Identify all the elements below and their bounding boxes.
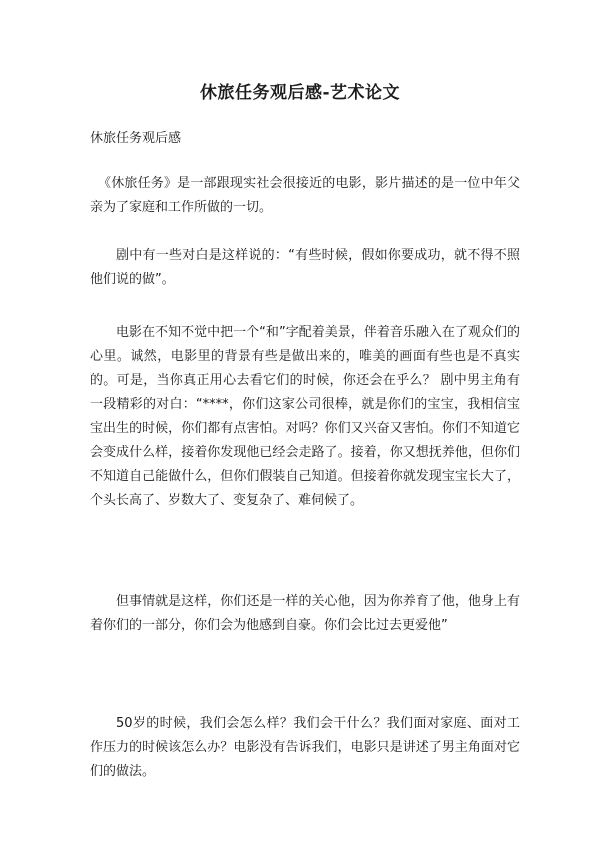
document-subtitle: 休旅任务观后感 <box>90 131 182 146</box>
paragraph-4: 但事情就是这样，你们还是一样的关心他，因为你养育了他，他身上有着你们的一部分，你们会为他感到自豪。你们会比过去更爱他” <box>90 594 520 633</box>
document-title: 休旅任务观后感-艺术论文 <box>199 83 401 103</box>
paragraph-2: 剧中有一些对白是这样说的：“有些时候，假如你要成功，就不得不照他们说的做”。 <box>90 248 520 287</box>
paragraph-5: 50岁的时候，我们会怎么样？我们会干什么？我们面对家庭、面对工作压力的时候该怎么办？电影没有告诉我们，电影只是讲述了男主角面对它们的做法。 <box>90 716 520 779</box>
paragraph-3: 电影在不知不觉中把一个“和”字配着美景，伴着音乐融入在了观众们的心里。诚然，电影里的背景有些是做出来的，唯美的画面有些也是不真实的。可是，当你真正用心去看它们的时候，你还会在乎么？ 剧中男主角有一段精彩的对白：“****，你们这家公司很棒，就是你们的宝宝，我相信宝宝出生的时候，你们都有点害怕。对吗？你们又兴奋又害怕。你们不知道它会变成什么样，接着你发现他已经会走路了。接着，你又想抚养他，但你们不知道自己能做什么，但你们假装自己知道。但接着你就发现宝宝长大了，个头长高了、岁数大了、变复杂了、难伺候了。 <box>90 325 520 508</box>
paragraph-1: 《休旅任务》是一部跟现实社会很接近的电影，影片描述的是一位中年父亲为了家庭和工作所做的一切。 <box>90 176 520 215</box>
